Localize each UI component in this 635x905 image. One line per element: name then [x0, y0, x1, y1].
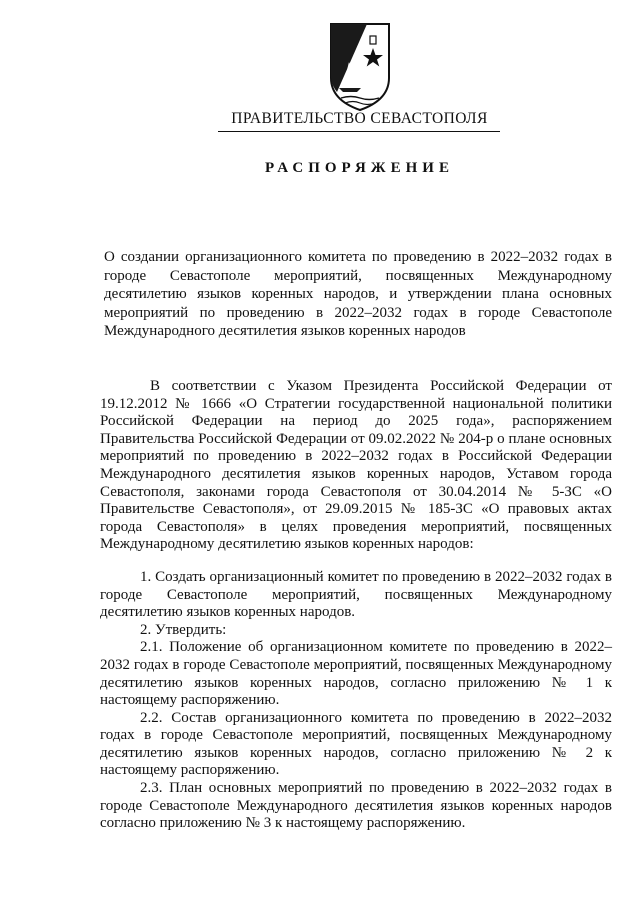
- header-divider: [218, 131, 500, 132]
- preamble-paragraph: В соответствии с Указом Президента Российской Федерации от 19.12.2012 № 1666 «О Стратегии государственной национальной политики Российской Федерации на период до 2025 года», распоряжением Правительства Российской Федерации от 09.02.2022 № 204-р о плане основных мероприятий по проведению в 2022–2032 годах в Российской Федерации Международного десятилетия языков коренных народов, Уставом города Севастополя, законами города Севастополя от 30.04.2014 № 5-ЗС «О Правительстве Севастополя», от 29.09.2015 № 185-ЗС «О правовых актах города Севастополя» в целях проведения мероприятий, посвященных Международному десятилетию языков коренных народов:: [100, 378, 612, 553]
- clause-2: 2. Утвердить:: [140, 621, 227, 638]
- clause-2-1: 2.1. Положение об организационном комитете по проведению в 2022–2032 годах в городе Севастополе мероприятий, посвященных Международному десятилетию языков коренных народов, согласно приложению № 1 к настоящему распоряжению.: [100, 639, 612, 709]
- clause-2-2: 2.2. Состав организационного комитета по проведению в 2022–2032 годах в городе Севастополе мероприятий, посвященных Международному десятилетию языков коренных народов, согласно приложению № 2 к настоящему распоряжению.: [100, 709, 612, 779]
- sevastopol-coat-of-arms-icon: [327, 18, 393, 114]
- document-title: О создании организационного комитета по проведению в 2022–2032 годах в городе Севастополе мероприятий, посвященных Международному десятилетию языков коренных народов, и утверждении плана основных мероприятий по проведению в 2022–2032 годах в городе Севастополе Международного десятилетия языков коренных народов: [104, 249, 612, 339]
- clause-1: 1. Создать организационный комитет по проведению в 2022–2032 годах в городе Севастополе мероприятий, посвященных Международному десятилетию языков коренных народов.: [100, 568, 612, 621]
- document-type: РАСПОРЯЖЕНИЕ: [265, 160, 454, 176]
- organization-name: ПРАВИТЕЛЬСТВО СЕВАСТОПОЛЯ: [231, 110, 488, 127]
- document-body: [100, 378, 612, 833]
- clause-2-3: 2.3. План основных мероприятий по проведению в 2022–2032 годах в городе Севастополе Международного десятилетия языков коренных народов согласно приложению № 3 к настоящему распоряжению.: [100, 780, 612, 832]
